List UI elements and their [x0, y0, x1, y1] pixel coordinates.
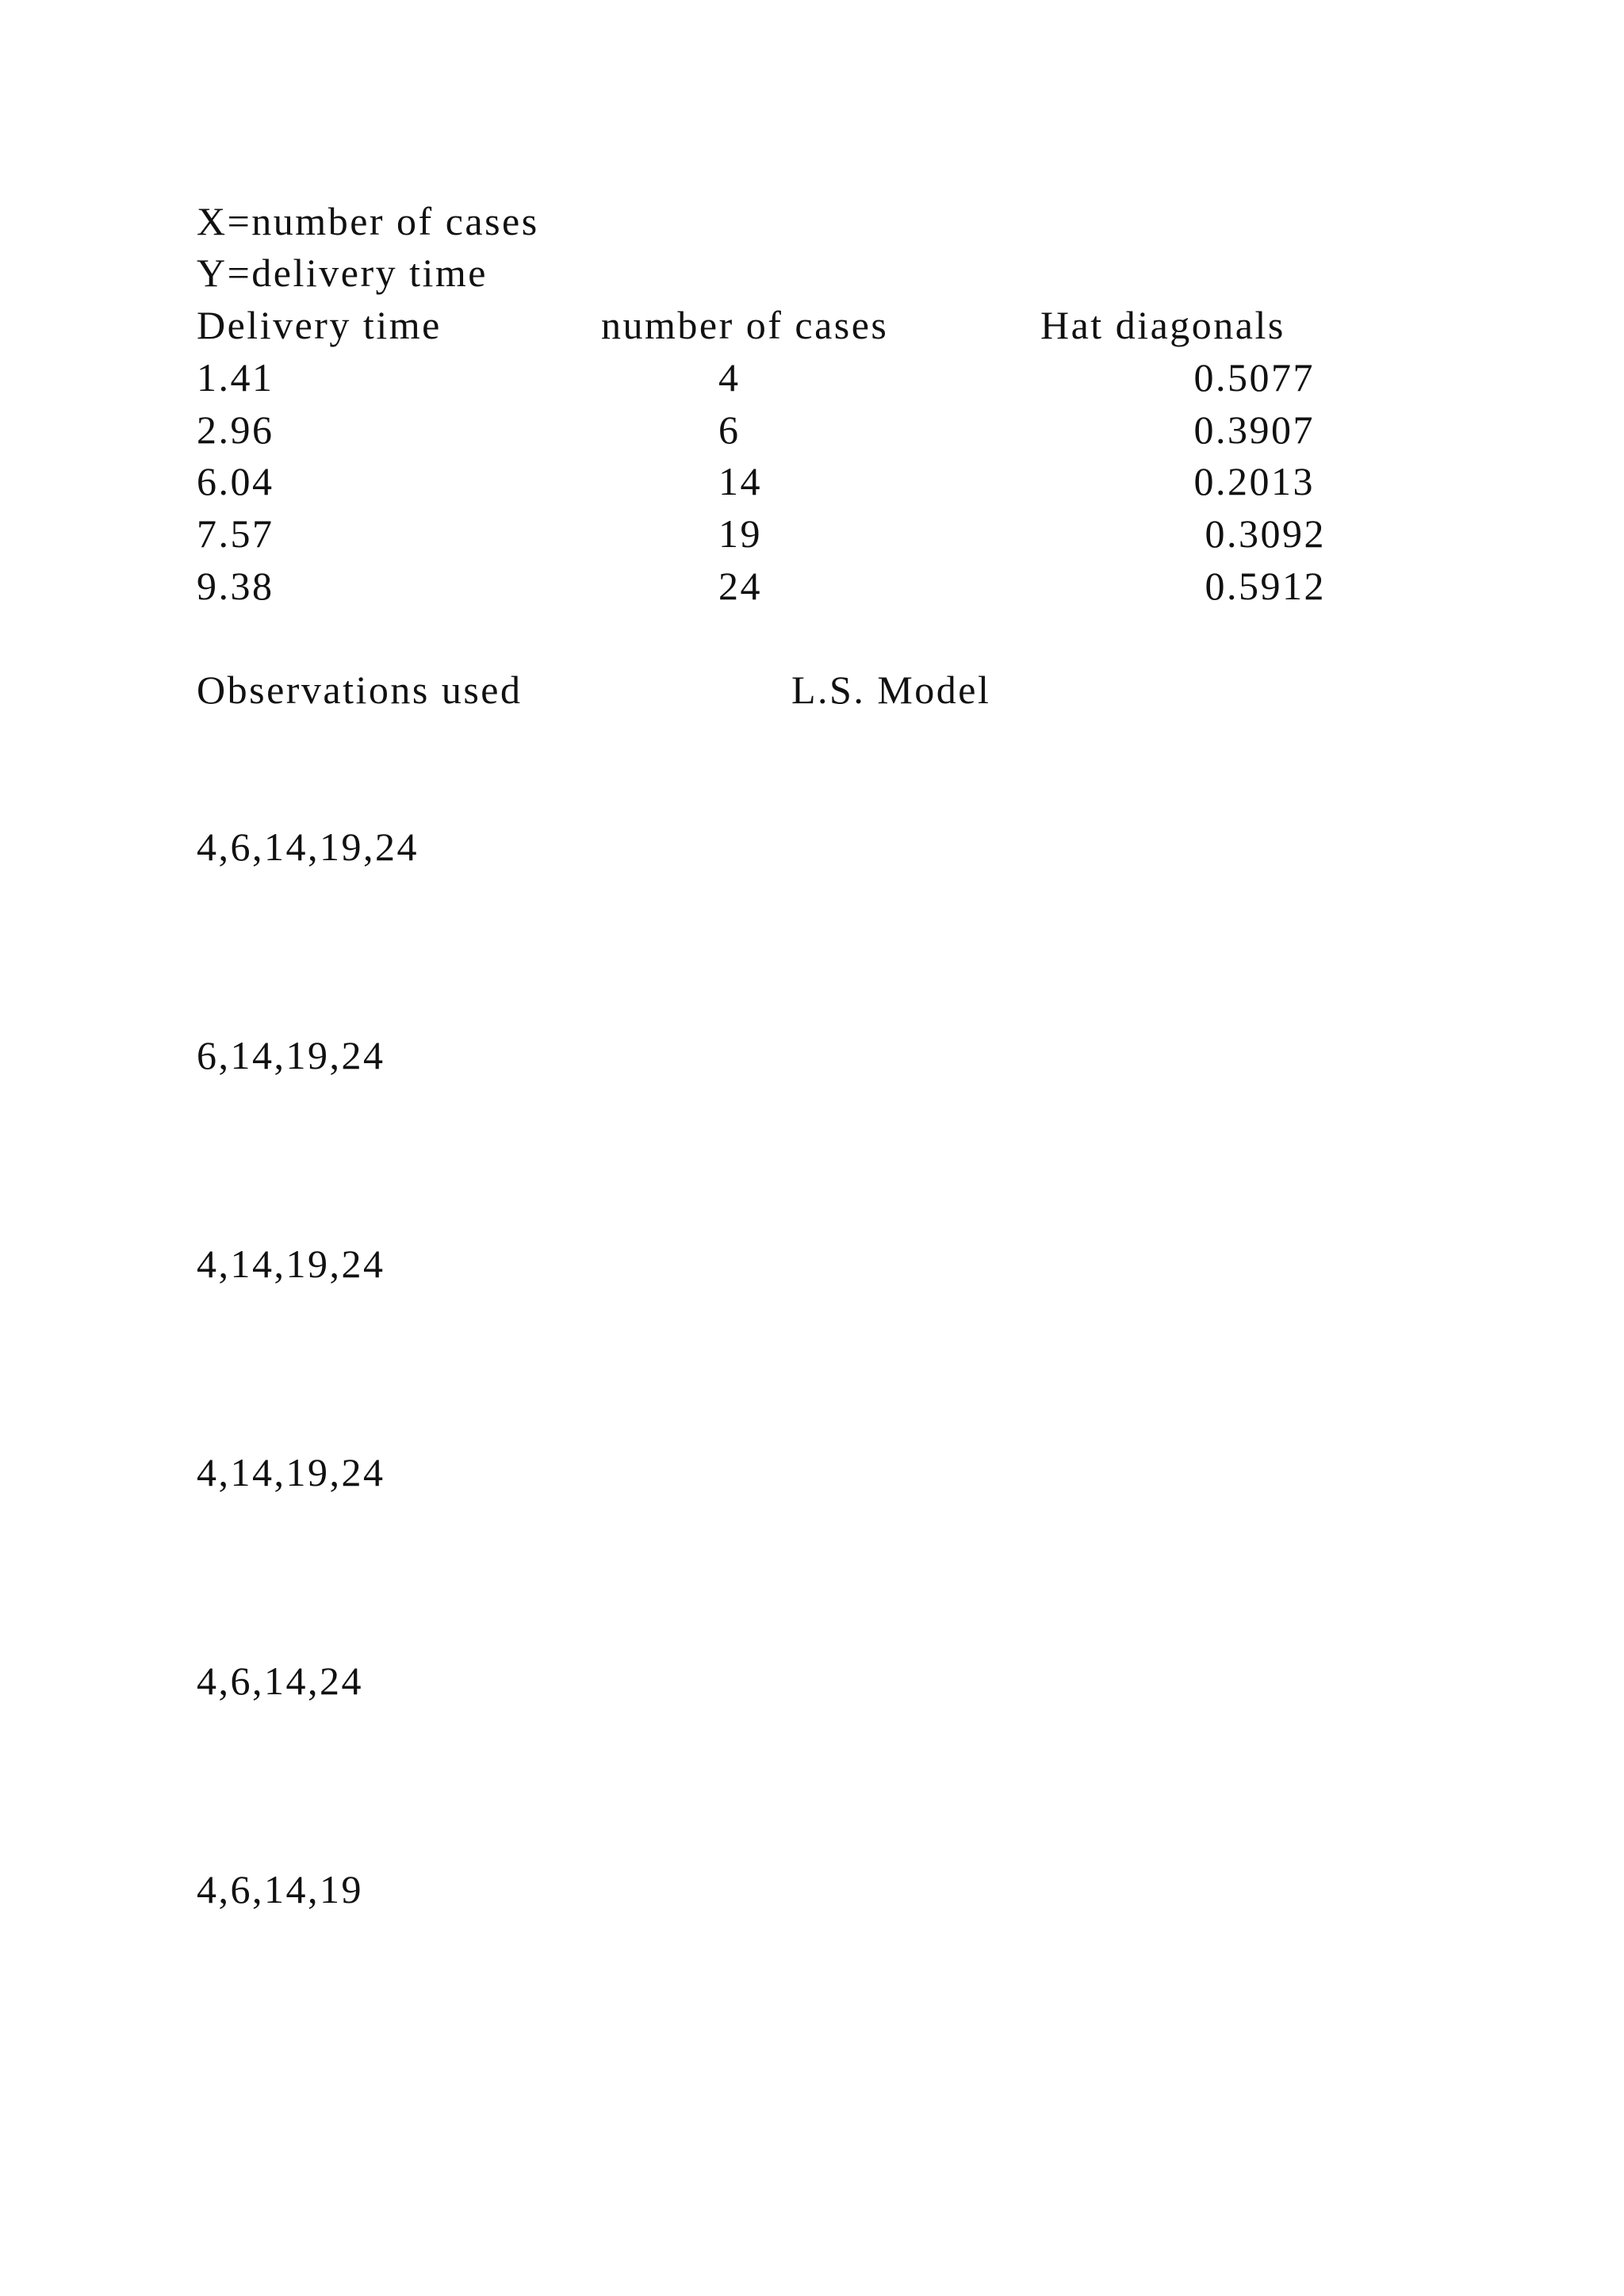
header-hat-diagonals: Hat diagonals [1040, 303, 1285, 347]
observation-set: 4,14,19,24 [197, 1450, 385, 1494]
cell-hat-diagonal: 0.3092 [1205, 511, 1326, 556]
observation-set: 4,6,14,19,24 [197, 825, 419, 869]
cell-delivery-time: 2.96 [197, 408, 274, 452]
cell-hat-diagonal: 0.2013 [1193, 459, 1315, 503]
cell-hat-diagonal: 0.5077 [1193, 355, 1315, 400]
cell-hat-diagonal: 0.3907 [1193, 408, 1315, 452]
cell-delivery-time: 7.57 [197, 511, 274, 556]
x-definition: X=number of cases [197, 199, 539, 243]
cell-number-of-cases: 14 [718, 459, 762, 503]
cell-delivery-time: 1.41 [197, 355, 274, 400]
observation-set: 6,14,19,24 [197, 1033, 385, 1077]
header-observations-used: Observations used [197, 668, 523, 712]
cell-number-of-cases: 6 [718, 408, 741, 452]
header-delivery-time: Delivery time [197, 303, 442, 347]
observation-set: 4,14,19,24 [197, 1242, 385, 1286]
header-number-of-cases: number of cases [601, 303, 889, 347]
observation-set: 4,6,14,24 [197, 1659, 363, 1703]
cell-number-of-cases: 19 [718, 511, 762, 556]
observation-set: 4,6,14,19 [197, 1867, 363, 1911]
cell-delivery-time: 9.38 [197, 564, 274, 608]
cell-hat-diagonal: 0.5912 [1205, 564, 1326, 608]
cell-number-of-cases: 4 [718, 355, 741, 400]
cell-delivery-time: 6.04 [197, 459, 274, 503]
header-ls-model: L.S. Model [791, 668, 991, 712]
y-definition: Y=delivery time [197, 251, 488, 295]
cell-number-of-cases: 24 [718, 564, 762, 608]
